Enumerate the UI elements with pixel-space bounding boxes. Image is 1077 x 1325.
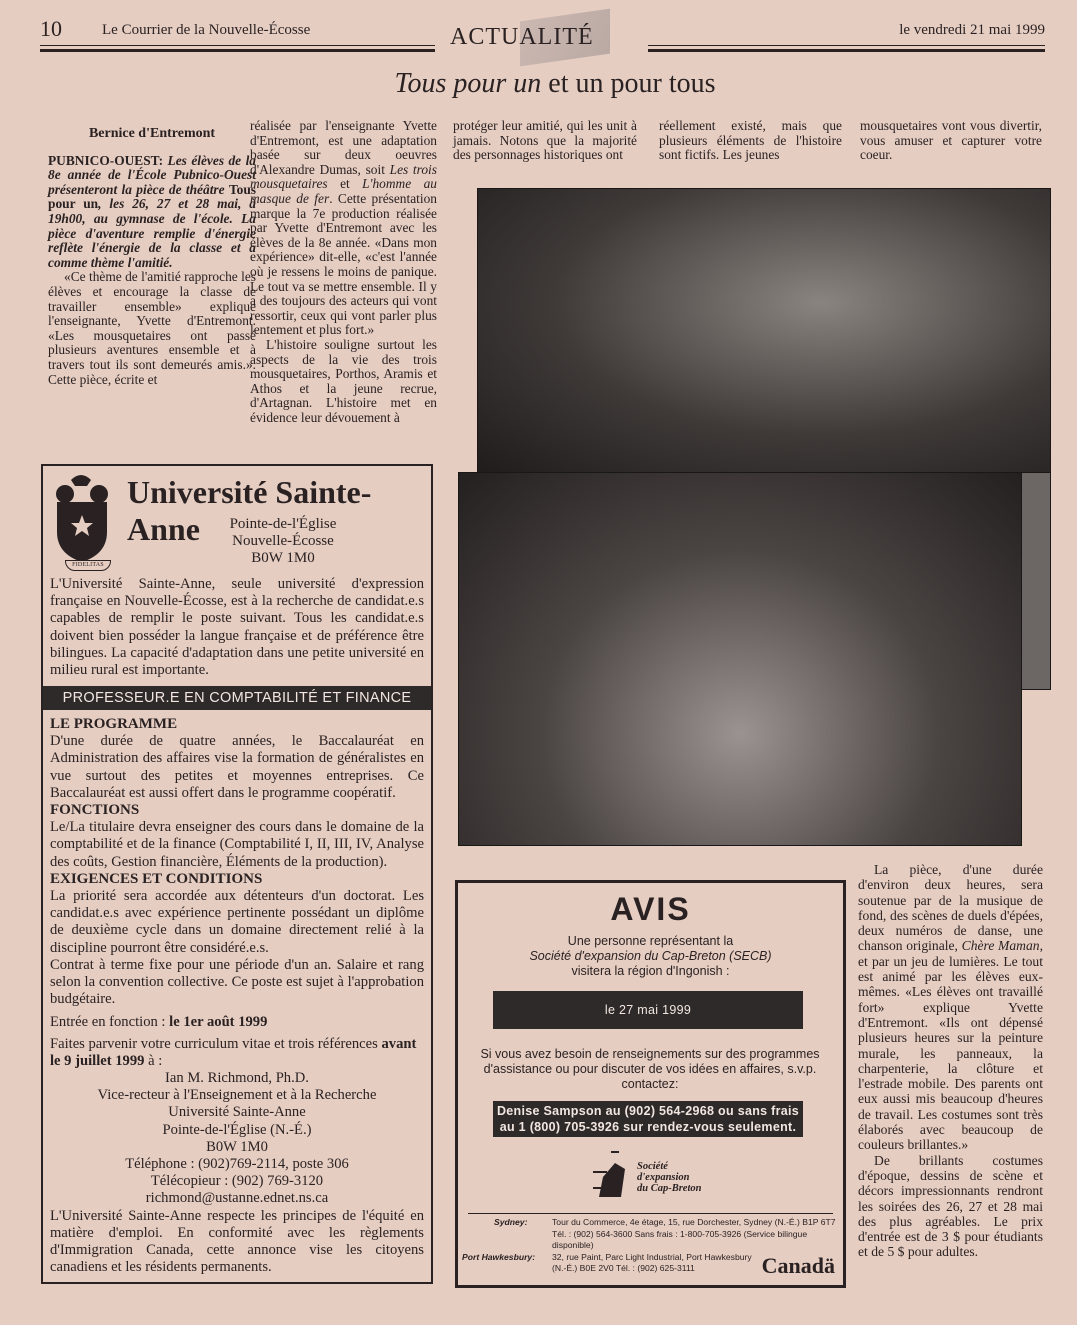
article-column-2 (250, 119, 437, 425)
article-column-6 (858, 862, 1043, 1260)
paragraph: «Ce thème de l'amitié rapproche les élèves et encourage la classe de travailler ensemble» explique l'enseignante, Yvette d'Entremont. «Les mousquetaires ont passé plusieurs aventures ensemble et à travers tout ils sont demeurés amis.». Cette pièce, écrite et (48, 269, 256, 387)
position-title: PROFESSEUR.E EN COMPTABILITÉ ET FINANCE (43, 686, 431, 710)
photo-teacher-with-microphone (1020, 472, 1051, 690)
paragraph: mousquetaires vont vous divertir, vous amuser et capturer votre coeur. (860, 118, 1042, 163)
section-heading: EXIGENCES ET CONDITIONS (50, 870, 263, 887)
lead-paragraph: PUBNICO-OUEST: Les élèves de la 8e année de l'École Pubnico-Ouest présenteront la pièce de théâtre Tous pour un, les 26, 27 et 28 mai, à 19h00, au gymnase de l'école. La pièce d'aventure remplie d'énergie reflète l'énergie de la classe et a comme thème l'amitié. (48, 152, 256, 270)
section-text: Le/La titulaire devra enseigner des cours dans le domaine de la comptabilité et de la finance (Comptabilité I, II, III, IV, Analyse des coûts, Gestion financière, Éléments de la production). (50, 819, 424, 870)
contact-block: Ian M. Richmond, Ph.D. Vice-recteur à l'Enseignement et à la Recherche Université Sainte-Anne Pointe-de-l'Église (N.-É.) B0W 1M0 Téléphone : (902)769-2114, poste 306 Télécopieur : (902) 769-3120 richmond@ustanne.ednet.ns.ca (50, 1070, 424, 1208)
paragraph: De brillants costumes d'époque, dessins de scène et décors impressionnants rendront les soirées des 26, 27 et 28 mai des plus agréables. Le prix d'entrée est de 3 $ pour étudiants et de 5 $ pour adultes. (858, 1152, 1043, 1260)
ad-intro: L'Université Sainte-Anne, seule université d'expression française en Nouvelle-Écosse, est à la recherche de candidat.e.s capables de remplir le poste suivant. Tous les candidat.e.s doivent bien posséder la langue française et de préférence être bilingues. La capacité d'adaptation dans une petite université en milieu rural est importante. (50, 576, 424, 679)
section-text: La priorité sera accordée aux détenteurs d'un doctorat. Les candidat.e.s avec expérience pertinente possédant un diplôme de deuxième cycle dans un domaine directement relié à la discipline pourront être considéré.e.s. (50, 888, 424, 956)
photo-teacher-with-microphone (477, 188, 1051, 474)
ad-body (50, 716, 424, 1277)
paragraph: La pièce, d'une durée d'environ deux heures, sera soutenue par de la musique de fond, des scènes de duels d'épées, deux numéros de danse, une chanson originale, Chère Maman, et par un jeu de lumières. Le tout est animé par les élèves eux-mêmes. «Les élèves ont travaillé fort» explique Yvette d'Entremont. «Ils ont dépensé plusieurs heures sur la peinture murale, les panneaux, la charpenterie, la clôture et l'estrade mobile. Des parents ont eux aussi mis beaucoup d'heures de travail. Les costumes sont très élaborés avec beaucoup de couleurs brillantes.» (858, 862, 1043, 1153)
section-title: ACTUALITÉ (450, 24, 594, 50)
contact-email[interactable]: richmond@ustanne.ednet.ns.ca (145, 1190, 329, 1207)
paragraph: L'histoire souligne surtout les aspects de la vie des trois mousquetaires, Porthos, Aramis et Athos et la jeune recrue, d'Artagnan. L'histoire met en évidence leur dévouement à (250, 336, 437, 425)
article-column-3 (453, 119, 637, 163)
apply-instructions: Faites parvenir votre curriculum vitae et trois références avant le 9 juillet 1999 à : (50, 1035, 417, 1069)
secb-logo-text: Société d'expansion du Cap-Breton (637, 1161, 702, 1194)
photo-costumed-students (458, 472, 1022, 846)
start-date: Entrée en fonction : le 1er août 1999 (50, 1014, 268, 1031)
paragraph: réalisée par l'enseignante Yvette d'Entremont, est une adaptation basée sur deux oeuvres d'Alexandre Dumas, soit Les trois mousquetaires et L'homme au masque de fer. Cette présentation marque la 7e production réalisée par Yvette d'Entremont avec les élèves de la 8e année. «Dans mon expérience» dit-elle, «c'est l'année où je ressens le moins de panique. Le tout va se mettre ensemble. Il y a des toujours des acteurs qui vont ressortir, ceux qui vont parler plus lentement et plus fort.» (250, 118, 437, 338)
office-port-hawkesbury: Port Hawkesbury: 32, rue Paint, Parc Light Industrial, Port Hawkesbury (N.-É.) B0E 2V0 Tél. : (902) 625-3111 (462, 1251, 752, 1273)
article-column-5 (860, 119, 1042, 163)
section-text: D'une durée de quatre années, le Baccalauréat en Administration des affaires vise la formation de généralistes en vue surtout des petites et moyennes entreprises. Ce Baccalauréat est aussi offert dans le programme coopératif. (50, 733, 424, 801)
page-number: 10 (40, 16, 62, 41)
university-name: Université Sainte-Anne (127, 474, 372, 547)
byline: Bernice d'Entremont (88, 126, 216, 141)
avis-contact: Denise Sampson au (902) 564-2968 ou sans frais au 1 (800) 705-3926 sur rendez-vous seulement. (493, 1101, 803, 1137)
university-address: Pointe-de-l'Église Nouvelle-Écosse B0W 1M0 (229, 516, 337, 566)
office-sydney: Sydney: Tour du Commerce, 4e étage, 15, rue Dorchester, Sydney (N.-É.) B1P 6T7 Tél. : (902) 564-3600 Sans frais : 1-800-705-3926 (Service bilingue disponible) (494, 1217, 836, 1250)
section-heading: LE PROGRAMME (50, 716, 178, 732)
secb-logo-icon (593, 1151, 633, 1201)
article-column-4 (659, 119, 842, 163)
avis-title: AVIS (610, 891, 691, 927)
article-title: Tous pour un et un pour tous (394, 68, 716, 99)
visit-date: le 27 mai 1999 (493, 991, 803, 1029)
divider (468, 1213, 833, 1214)
header-rule (648, 45, 1045, 46)
contract-text: Contrat à terme fixe pour une période d'un an. Salaire et rang selon la convention collective. Ce poste est sujet à l'approbation budgétaire. (50, 956, 424, 1008)
canada-wordmark: Canadä (761, 1253, 835, 1278)
avis-ad (455, 880, 846, 1288)
header-rule (40, 45, 435, 46)
paragraph: réellement existé, mais que plusieurs éléments de l'histoire sont fictifs. Les jeunes (659, 118, 842, 163)
article-column-1 (48, 127, 256, 387)
university-job-ad (41, 464, 433, 1284)
crest-motto: FIDELITAS (65, 560, 111, 571)
newspaper-name: Le Courrier de la Nouvelle-Écosse (102, 22, 311, 38)
equity-statement: L'Université Sainte-Anne respecte les principes de l'équité en matière d'emploi. En conformité avec les règlements d'Immigration Canada, cette annonce vise les citoyens canadiens et les résidents permanents. (50, 1207, 424, 1276)
issue-date: le vendredi 21 mai 1999 (899, 22, 1045, 38)
avis-intro: Une personne représentant la Société d'expansion du Cap-Breton (SECB) visitera la région d'Ingonish : (529, 934, 772, 978)
section-heading: FONCTIONS (50, 802, 140, 819)
avis-info: Si vous avez besoin de renseignements sur des programmes d'assistance ou pour discuter de vos idées en affaires, s.v.p. contactez: (480, 1047, 820, 1091)
paragraph: protéger leur amitié, qui les unit à jamais. Notons que la majorité des personnages historiques ont (453, 118, 637, 163)
header-rule (648, 49, 1045, 52)
university-crest-icon (51, 470, 113, 570)
header-rule (40, 49, 435, 52)
